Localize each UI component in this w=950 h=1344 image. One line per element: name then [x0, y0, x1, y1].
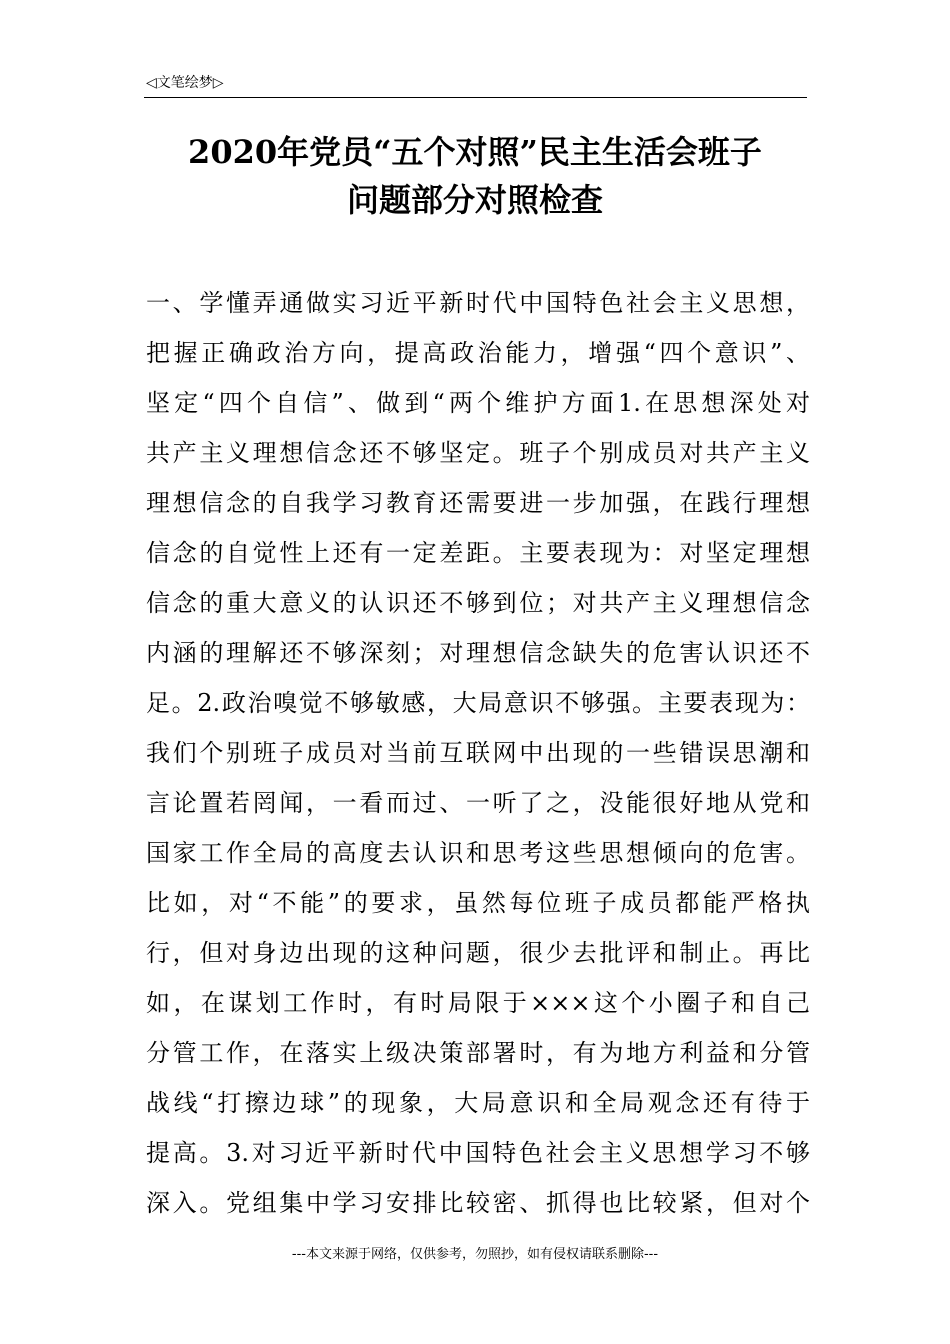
body-line: 深入。党组集中学习安排比较密、抓得也比较紧，但对个 [146, 1189, 810, 1217]
body-line: 行，但对身边出现的这种问题，很少去批评和制止。再比 [146, 939, 810, 967]
body-line: 把握正确政治方向，提高政治能力，增强“四个意识”、 [146, 339, 810, 367]
body-line: 坚定“四个自信”、做到“两个维护方面1.在思想深处对 [146, 389, 810, 417]
body-line: 一、学懂弄通做实习近平新时代中国特色社会主义思想， [146, 289, 810, 317]
body-line: 比如，对“不能”的要求，虽然每位班子成员都能严格执 [146, 889, 810, 917]
footer-disclaimer: ---本文来源于网络，仅供参考，勿照抄，如有侵权请联系删除--- [291, 1247, 659, 1262]
document-body [146, 278, 810, 1228]
header-mark: ◁文笔绘梦▷ [146, 75, 224, 91]
body-line: 信念的重大意义的认识还不够到位；对共产主义理想信念 [146, 589, 810, 617]
body-line: 内涵的理解还不够深刻；对理想信念缺失的危害认识还不 [146, 639, 810, 667]
body-line: 共产主义理想信念还不够坚定。班子个别成员对共产主义 [146, 439, 810, 467]
body-line: 我们个别班子成员对当前互联网中出现的一些错误思潮和 [146, 739, 810, 767]
body-line: 如，在谋划工作时，有时局限于×××这个小圈子和自己 [146, 989, 810, 1017]
body-line: 分管工作，在落实上级决策部署时，有为地方利益和分管 [146, 1039, 810, 1067]
title-line: 问题部分对照检查 [346, 181, 603, 219]
body-line: 言论置若罔闻，一看而过、一听了之，没能很好地从党和 [146, 789, 810, 817]
document-title [100, 128, 850, 224]
body-line: 提高。3.对习近平新时代中国特色社会主义思想学习不够 [146, 1139, 810, 1167]
body-line: 战线“打擦边球”的现象，大局意识和全局观念还有待于 [146, 1089, 810, 1117]
body-line: 国家工作全局的高度去认识和思考这些思想倾向的危害。 [146, 839, 810, 867]
header-rule [144, 97, 807, 98]
body-line: 足。2.政治嗅觉不够敏感，大局意识不够强。主要表现为： [146, 689, 810, 717]
body-line: 信念的自觉性上还有一定差距。主要表现为：对坚定理想 [146, 539, 810, 567]
body-line: 理想信念的自我学习教育还需要进一步加强，在践行理想 [146, 489, 810, 517]
title-line: 2020年党员“五个对照”民主生活会班子 [188, 133, 762, 171]
